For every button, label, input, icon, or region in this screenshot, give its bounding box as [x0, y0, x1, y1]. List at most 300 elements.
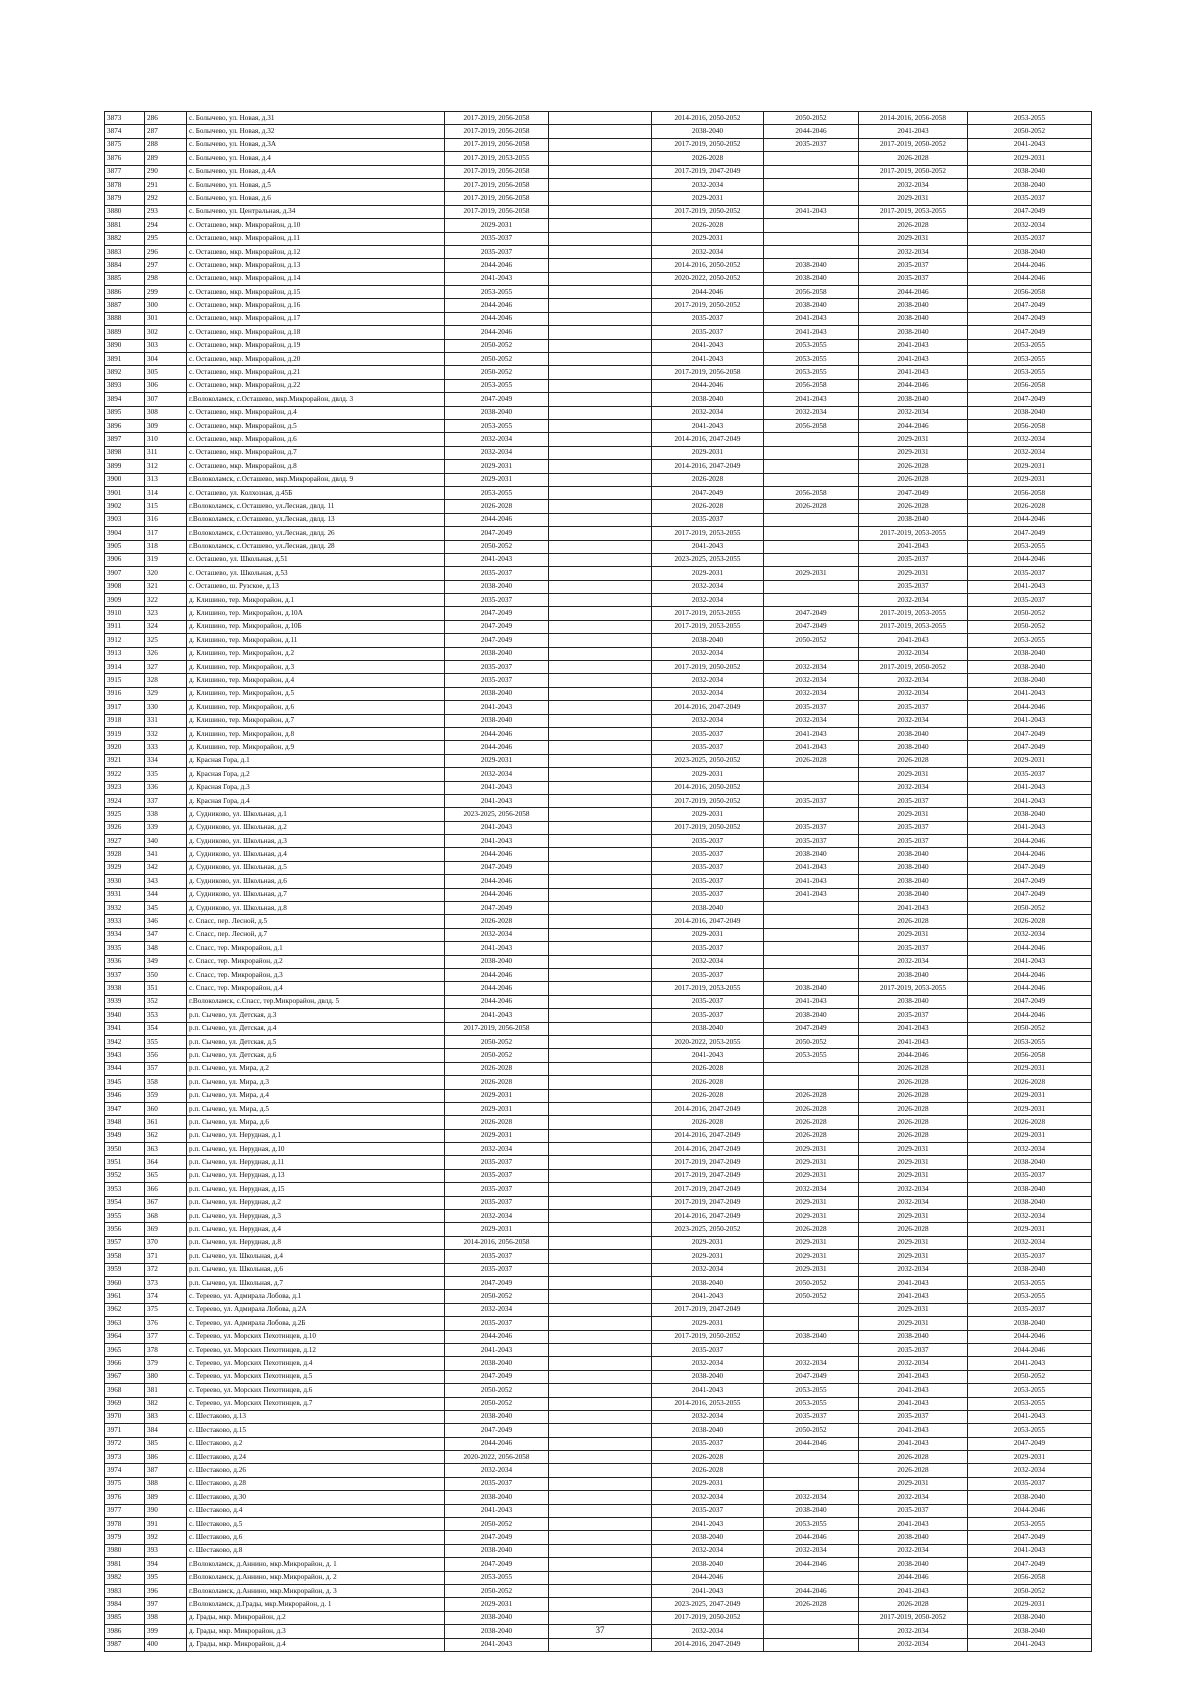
- address-cell: с. Осташево, мкр. Микрорайон, д.10: [187, 219, 445, 232]
- row-number-cell: 3953: [105, 1183, 145, 1196]
- row-number-cell: 3932: [105, 902, 145, 915]
- period-1-cell: 2047-2049: [445, 1370, 549, 1383]
- period-4-cell: 2026-2028: [764, 1102, 859, 1115]
- period-1-cell: 2047-2049: [445, 527, 549, 540]
- period-1-cell: 2050-2052: [445, 366, 549, 379]
- item-number-cell: 323: [145, 607, 187, 620]
- period-3-cell: 2017-2019, 2053-2055: [652, 607, 764, 620]
- period-1-cell: 2053-2055: [445, 419, 549, 432]
- period-2-cell: [549, 1384, 652, 1397]
- table-row: [105, 353, 1092, 366]
- period-2-cell: [549, 513, 652, 526]
- period-3-cell: 2017-2019, 2047-2049: [652, 1303, 764, 1316]
- period-1-cell: 2041-2043: [445, 1343, 549, 1356]
- period-4-cell: [764, 178, 859, 191]
- row-number-cell: 3950: [105, 1143, 145, 1156]
- period-6-cell: 2035-2037: [968, 192, 1092, 205]
- period-2-cell: [549, 1437, 652, 1450]
- row-number-cell: 3906: [105, 553, 145, 566]
- address-cell: с. Шестаково, д.8: [187, 1544, 445, 1557]
- table-row: [105, 1357, 1092, 1370]
- period-1-cell: 2050-2052: [445, 1035, 549, 1048]
- period-2-cell: [549, 1330, 652, 1343]
- row-number-cell: 3962: [105, 1303, 145, 1316]
- period-4-cell: [764, 152, 859, 165]
- row-number-cell: 3925: [105, 808, 145, 821]
- row-number-cell: 3896: [105, 419, 145, 432]
- table-row: [105, 192, 1092, 205]
- period-3-cell: 2014-2016, 2050-2052: [652, 781, 764, 794]
- period-5-cell: 2035-2037: [859, 1009, 968, 1022]
- period-6-cell: 2047-2049: [968, 527, 1092, 540]
- period-5-cell: 2038-2040: [859, 888, 968, 901]
- item-number-cell: 293: [145, 205, 187, 218]
- address-cell: р.п. Сычево, ул. Нерудная, д.2: [187, 1196, 445, 1209]
- row-number-cell: 3944: [105, 1062, 145, 1075]
- period-2-cell: [549, 1357, 652, 1370]
- row-number-cell: 3956: [105, 1223, 145, 1236]
- period-2-cell: [549, 928, 652, 941]
- item-number-cell: 334: [145, 754, 187, 767]
- period-2-cell: [549, 1397, 652, 1410]
- period-2-cell: [549, 727, 652, 740]
- period-5-cell: 2041-2043: [859, 1584, 968, 1597]
- item-number-cell: 304: [145, 353, 187, 366]
- address-cell: г.Волоколамск, с.Осташево, мкр.Микрорайон, двлд. 3: [187, 393, 445, 406]
- table-row: [105, 1250, 1092, 1263]
- item-number-cell: 306: [145, 379, 187, 392]
- period-6-cell: 2038-2040: [968, 406, 1092, 419]
- period-5-cell: 2041-2043: [859, 902, 968, 915]
- period-6-cell: 2038-2040: [968, 1156, 1092, 1169]
- address-cell: с. Осташево, мкр. Микрорайон, д.17: [187, 312, 445, 325]
- period-5-cell: 2026-2028: [859, 1598, 968, 1611]
- item-number-cell: 357: [145, 1062, 187, 1075]
- period-5-cell: 2029-2031: [859, 1477, 968, 1490]
- period-3-cell: 2029-2031: [652, 928, 764, 941]
- item-number-cell: 399: [145, 1625, 187, 1638]
- period-4-cell: 2032-2034: [764, 1491, 859, 1504]
- period-1-cell: 2035-2037: [445, 674, 549, 687]
- table-row: [105, 165, 1092, 178]
- period-6-cell: 2044-2046: [968, 701, 1092, 714]
- period-6-cell: 2026-2028: [968, 915, 1092, 928]
- row-number-cell: 3957: [105, 1236, 145, 1249]
- row-number-cell: 3902: [105, 500, 145, 513]
- period-5-cell: 2041-2043: [859, 634, 968, 647]
- period-1-cell: 2047-2049: [445, 1531, 549, 1544]
- address-cell: с. Спасс, пер. Лесной, д.7: [187, 928, 445, 941]
- period-2-cell: [549, 875, 652, 888]
- period-5-cell: 2035-2037: [859, 1410, 968, 1423]
- item-number-cell: 340: [145, 835, 187, 848]
- address-cell: р.п. Сычево, ул. Школьная, д.7: [187, 1276, 445, 1289]
- item-number-cell: 391: [145, 1518, 187, 1531]
- period-1-cell: 2029-2031: [445, 1223, 549, 1236]
- row-number-cell: 3979: [105, 1531, 145, 1544]
- period-5-cell: 2032-2034: [859, 674, 968, 687]
- period-2-cell: [549, 112, 652, 125]
- period-3-cell: 2014-2016, 2047-2049: [652, 1129, 764, 1142]
- table-row: [105, 326, 1092, 339]
- item-number-cell: 333: [145, 741, 187, 754]
- address-cell: с. Осташево, мкр. Микрорайон, д.13: [187, 259, 445, 272]
- period-2-cell: [549, 1196, 652, 1209]
- period-1-cell: 2017-2019, 2056-2058: [445, 205, 549, 218]
- period-5-cell: 2038-2040: [859, 727, 968, 740]
- address-cell: с. Спасс, пер. Лесной, д.5: [187, 915, 445, 928]
- address-cell: с. Болычево, ул. Новая, д.5: [187, 178, 445, 191]
- row-number-cell: 3899: [105, 460, 145, 473]
- row-number-cell: 3878: [105, 178, 145, 191]
- item-number-cell: 355: [145, 1035, 187, 1048]
- period-3-cell: 2032-2034: [652, 647, 764, 660]
- table-row: [105, 1491, 1092, 1504]
- period-3-cell: 2035-2037: [652, 1504, 764, 1517]
- period-4-cell: 2032-2034: [764, 1357, 859, 1370]
- period-6-cell: 2038-2040: [968, 1183, 1092, 1196]
- period-2-cell: [549, 1303, 652, 1316]
- period-3-cell: 2014-2016, 2047-2049: [652, 433, 764, 446]
- period-4-cell: 2053-2055: [764, 1049, 859, 1062]
- item-number-cell: 322: [145, 594, 187, 607]
- period-2-cell: [549, 1022, 652, 1035]
- period-3-cell: 2017-2019, 2050-2052: [652, 299, 764, 312]
- period-4-cell: [764, 580, 859, 593]
- period-1-cell: 2050-2052: [445, 1290, 549, 1303]
- period-5-cell: 2029-2031: [859, 1250, 968, 1263]
- address-cell: с. Шестаково, д.13: [187, 1410, 445, 1423]
- address-cell: с. Болычево, ул. Центральная, д.34: [187, 205, 445, 218]
- period-2-cell: [549, 808, 652, 821]
- item-number-cell: 313: [145, 473, 187, 486]
- item-number-cell: 388: [145, 1477, 187, 1490]
- table-row: [105, 1035, 1092, 1048]
- table-row: [105, 969, 1092, 982]
- item-number-cell: 376: [145, 1317, 187, 1330]
- period-1-cell: 2041-2043: [445, 821, 549, 834]
- period-6-cell: 2044-2046: [968, 1504, 1092, 1517]
- period-6-cell: 2029-2031: [968, 1129, 1092, 1142]
- period-2-cell: [549, 835, 652, 848]
- period-5-cell: 2026-2028: [859, 152, 968, 165]
- table-row: [105, 995, 1092, 1008]
- table-row: [105, 1223, 1092, 1236]
- period-6-cell: 2047-2049: [968, 1437, 1092, 1450]
- item-number-cell: 374: [145, 1290, 187, 1303]
- row-number-cell: 3923: [105, 781, 145, 794]
- row-number-cell: 3965: [105, 1343, 145, 1356]
- row-number-cell: 3945: [105, 1076, 145, 1089]
- period-3-cell: 2035-2037: [652, 942, 764, 955]
- period-5-cell: 2017-2019, 2050-2052: [859, 165, 968, 178]
- period-6-cell: 2041-2043: [968, 1638, 1092, 1651]
- item-number-cell: 382: [145, 1397, 187, 1410]
- period-5-cell: 2038-2040: [859, 312, 968, 325]
- period-6-cell: 2044-2046: [968, 1343, 1092, 1356]
- period-5-cell: 2032-2034: [859, 1196, 968, 1209]
- row-number-cell: 3904: [105, 527, 145, 540]
- period-6-cell: 2044-2046: [968, 259, 1092, 272]
- address-cell: р.п. Сычево, ул. Школьная, д.6: [187, 1263, 445, 1276]
- address-cell: д. Клишино, тер. Микрорайон, д.6: [187, 701, 445, 714]
- period-5-cell: 2044-2046: [859, 419, 968, 432]
- period-6-cell: 2053-2055: [968, 366, 1092, 379]
- period-4-cell: [764, 540, 859, 553]
- period-5-cell: 2032-2034: [859, 1491, 968, 1504]
- period-5-cell: 2044-2046: [859, 379, 968, 392]
- period-4-cell: [764, 446, 859, 459]
- table-row: [105, 339, 1092, 352]
- period-5-cell: 2032-2034: [859, 1638, 968, 1651]
- row-number-cell: 3901: [105, 486, 145, 499]
- row-number-cell: 3942: [105, 1035, 145, 1048]
- period-6-cell: 2044-2046: [968, 1330, 1092, 1343]
- period-6-cell: 2029-2031: [968, 1062, 1092, 1075]
- period-4-cell: 2035-2037: [764, 138, 859, 151]
- period-1-cell: 2038-2040: [445, 1410, 549, 1423]
- period-1-cell: 2050-2052: [445, 1049, 549, 1062]
- period-2-cell: [549, 527, 652, 540]
- period-4-cell: 2035-2037: [764, 821, 859, 834]
- period-2-cell: [549, 1598, 652, 1611]
- period-5-cell: 2026-2028: [859, 915, 968, 928]
- row-number-cell: 3954: [105, 1196, 145, 1209]
- table-row: [105, 1116, 1092, 1129]
- period-4-cell: 2053-2055: [764, 339, 859, 352]
- row-number-cell: 3933: [105, 915, 145, 928]
- period-5-cell: 2038-2040: [859, 1558, 968, 1571]
- period-4-cell: 2041-2043: [764, 741, 859, 754]
- period-4-cell: 2056-2058: [764, 286, 859, 299]
- item-number-cell: 343: [145, 875, 187, 888]
- table-row: [105, 500, 1092, 513]
- period-2-cell: [549, 1102, 652, 1115]
- item-number-cell: 309: [145, 419, 187, 432]
- row-number-cell: 3935: [105, 942, 145, 955]
- period-5-cell: 2032-2034: [859, 1357, 968, 1370]
- period-4-cell: [764, 192, 859, 205]
- period-1-cell: 2026-2028: [445, 1076, 549, 1089]
- period-3-cell: 2023-2025, 2047-2049: [652, 1598, 764, 1611]
- address-cell: д. Клишино, тер. Микрорайон, д.10Б: [187, 620, 445, 633]
- period-6-cell: 2038-2040: [968, 1196, 1092, 1209]
- period-3-cell: 2014-2016, 2047-2049: [652, 460, 764, 473]
- period-2-cell: [549, 821, 652, 834]
- period-1-cell: 2032-2034: [445, 446, 549, 459]
- period-6-cell: 2053-2055: [968, 1290, 1092, 1303]
- period-5-cell: 2041-2043: [859, 1035, 968, 1048]
- row-number-cell: 3884: [105, 259, 145, 272]
- period-5-cell: 2038-2040: [859, 969, 968, 982]
- item-number-cell: 324: [145, 620, 187, 633]
- period-1-cell: 2035-2037: [445, 1169, 549, 1182]
- period-2-cell: [549, 473, 652, 486]
- table-row: [105, 460, 1092, 473]
- address-cell: р.п. Сычево, ул. Нерудная, д.8: [187, 1236, 445, 1249]
- table-row: [105, 205, 1092, 218]
- period-4-cell: [764, 245, 859, 258]
- period-5-cell: 2041-2043: [859, 1397, 968, 1410]
- address-cell: д. Клишино, тер. Микрорайон, д.3: [187, 661, 445, 674]
- item-number-cell: 361: [145, 1116, 187, 1129]
- table-row: [105, 1236, 1092, 1249]
- table-row: [105, 1504, 1092, 1517]
- period-3-cell: 2041-2043: [652, 1290, 764, 1303]
- period-6-cell: 2035-2037: [968, 232, 1092, 245]
- address-cell: с. Осташево, мкр. Микрорайон, д.8: [187, 460, 445, 473]
- period-2-cell: [549, 995, 652, 1008]
- item-number-cell: 317: [145, 527, 187, 540]
- item-number-cell: 373: [145, 1276, 187, 1289]
- period-5-cell: 2032-2034: [859, 647, 968, 660]
- period-3-cell: 2041-2043: [652, 419, 764, 432]
- period-1-cell: 2041-2043: [445, 1009, 549, 1022]
- period-2-cell: [549, 1116, 652, 1129]
- period-4-cell: [764, 902, 859, 915]
- period-1-cell: 2047-2049: [445, 1424, 549, 1437]
- item-number-cell: 356: [145, 1049, 187, 1062]
- item-number-cell: 321: [145, 580, 187, 593]
- period-3-cell: 2014-2016, 2047-2049: [652, 1638, 764, 1651]
- period-2-cell: [549, 1518, 652, 1531]
- address-cell: г.Волоколамск, д.Аннино, мкр.Микрорайон, д. 1: [187, 1558, 445, 1571]
- period-5-cell: 2035-2037: [859, 835, 968, 848]
- period-4-cell: 2032-2034: [764, 687, 859, 700]
- address-cell: д. Клишино, тер. Микрорайон, д.4: [187, 674, 445, 687]
- period-4-cell: 2050-2052: [764, 1290, 859, 1303]
- address-cell: д. Судниково, ул. Школьная, д.6: [187, 875, 445, 888]
- period-6-cell: 2029-2031: [968, 1223, 1092, 1236]
- period-6-cell: 2038-2040: [968, 1625, 1092, 1638]
- period-3-cell: 2041-2043: [652, 1584, 764, 1597]
- row-number-cell: 3959: [105, 1263, 145, 1276]
- table-row: [105, 366, 1092, 379]
- period-3-cell: 2035-2037: [652, 848, 764, 861]
- period-2-cell: [549, 500, 652, 513]
- row-number-cell: 3912: [105, 634, 145, 647]
- address-cell: д. Клишино, тер. Микрорайон, д.8: [187, 727, 445, 740]
- period-6-cell: 2032-2034: [968, 219, 1092, 232]
- period-2-cell: [549, 607, 652, 620]
- period-3-cell: 2044-2046: [652, 286, 764, 299]
- period-6-cell: 2038-2040: [968, 245, 1092, 258]
- period-1-cell: 2035-2037: [445, 245, 549, 258]
- item-number-cell: 384: [145, 1424, 187, 1437]
- period-4-cell: 2041-2043: [764, 326, 859, 339]
- item-number-cell: 344: [145, 888, 187, 901]
- period-3-cell: 2038-2040: [652, 125, 764, 138]
- period-6-cell: 2032-2034: [968, 1236, 1092, 1249]
- period-6-cell: 2047-2049: [968, 326, 1092, 339]
- period-2-cell: [549, 205, 652, 218]
- row-number-cell: 3894: [105, 393, 145, 406]
- period-4-cell: 2044-2046: [764, 1584, 859, 1597]
- period-3-cell: 2035-2037: [652, 741, 764, 754]
- address-cell: с. Осташево, мкр. Микрорайон, д.21: [187, 366, 445, 379]
- period-6-cell: 2038-2040: [968, 1611, 1092, 1624]
- period-5-cell: 2032-2034: [859, 406, 968, 419]
- table-row: [105, 741, 1092, 754]
- address-cell: с. Тереево, ул. Морских Пехотинцев, д.12: [187, 1343, 445, 1356]
- period-6-cell: 2032-2034: [968, 1464, 1092, 1477]
- period-4-cell: [764, 527, 859, 540]
- period-1-cell: 2038-2040: [445, 580, 549, 593]
- period-4-cell: 2032-2034: [764, 1183, 859, 1196]
- period-3-cell: 2032-2034: [652, 674, 764, 687]
- row-number-cell: 3972: [105, 1437, 145, 1450]
- address-cell: д. Клишино, тер. Микрорайон, д.9: [187, 741, 445, 754]
- item-number-cell: 330: [145, 701, 187, 714]
- period-1-cell: 2038-2040: [445, 647, 549, 660]
- address-cell: с. Спасс, тер. Микрорайон, д.2: [187, 955, 445, 968]
- period-3-cell: 2017-2019, 2047-2049: [652, 1183, 764, 1196]
- period-3-cell: 2038-2040: [652, 1022, 764, 1035]
- item-number-cell: 339: [145, 821, 187, 834]
- item-number-cell: 385: [145, 1437, 187, 1450]
- period-3-cell: 2017-2019, 2053-2055: [652, 527, 764, 540]
- period-2-cell: [549, 1317, 652, 1330]
- period-1-cell: 2029-2031: [445, 473, 549, 486]
- period-1-cell: 2035-2037: [445, 1317, 549, 1330]
- address-cell: р.п. Сычево, ул. Школьная, д.4: [187, 1250, 445, 1263]
- period-2-cell: [549, 1049, 652, 1062]
- period-3-cell: 2029-2031: [652, 768, 764, 781]
- item-number-cell: 346: [145, 915, 187, 928]
- period-2-cell: [549, 152, 652, 165]
- period-1-cell: 2017-2019, 2056-2058: [445, 138, 549, 151]
- row-number-cell: 3955: [105, 1210, 145, 1223]
- period-4-cell: 2026-2028: [764, 500, 859, 513]
- period-1-cell: 2038-2040: [445, 1544, 549, 1557]
- period-3-cell: 2029-2031: [652, 567, 764, 580]
- period-2-cell: [549, 366, 652, 379]
- period-2-cell: [549, 486, 652, 499]
- period-2-cell: [549, 888, 652, 901]
- period-2-cell: [549, 1009, 652, 1022]
- table-row: [105, 727, 1092, 740]
- table-row: [105, 1410, 1092, 1423]
- table-row: [105, 125, 1092, 138]
- item-number-cell: 394: [145, 1558, 187, 1571]
- table-row: [105, 794, 1092, 807]
- period-5-cell: 2041-2043: [859, 125, 968, 138]
- period-4-cell: 2041-2043: [764, 393, 859, 406]
- address-cell: р.п. Сычево, ул. Нерудная, д.4: [187, 1223, 445, 1236]
- period-2-cell: [549, 902, 652, 915]
- row-number-cell: 3982: [105, 1571, 145, 1584]
- period-3-cell: 2026-2028: [652, 1116, 764, 1129]
- table-row: [105, 1424, 1092, 1437]
- row-number-cell: 3978: [105, 1518, 145, 1531]
- period-6-cell: 2050-2052: [968, 1584, 1092, 1597]
- item-number-cell: 299: [145, 286, 187, 299]
- item-number-cell: 297: [145, 259, 187, 272]
- item-number-cell: 368: [145, 1210, 187, 1223]
- period-1-cell: 2017-2019, 2056-2058: [445, 112, 549, 125]
- period-4-cell: [764, 808, 859, 821]
- period-1-cell: 2044-2046: [445, 312, 549, 325]
- period-4-cell: 2041-2043: [764, 312, 859, 325]
- address-cell: р.п. Сычево, ул. Мира, д.3: [187, 1076, 445, 1089]
- item-number-cell: 331: [145, 714, 187, 727]
- address-cell: с. Шестаково, д.26: [187, 1464, 445, 1477]
- address-cell: д. Грады, мкр. Микрорайон, д.3: [187, 1625, 445, 1638]
- table-row: [105, 902, 1092, 915]
- table-row: [105, 1437, 1092, 1450]
- period-1-cell: 2032-2034: [445, 1464, 549, 1477]
- address-cell: д. Судниково, ул. Школьная, д.7: [187, 888, 445, 901]
